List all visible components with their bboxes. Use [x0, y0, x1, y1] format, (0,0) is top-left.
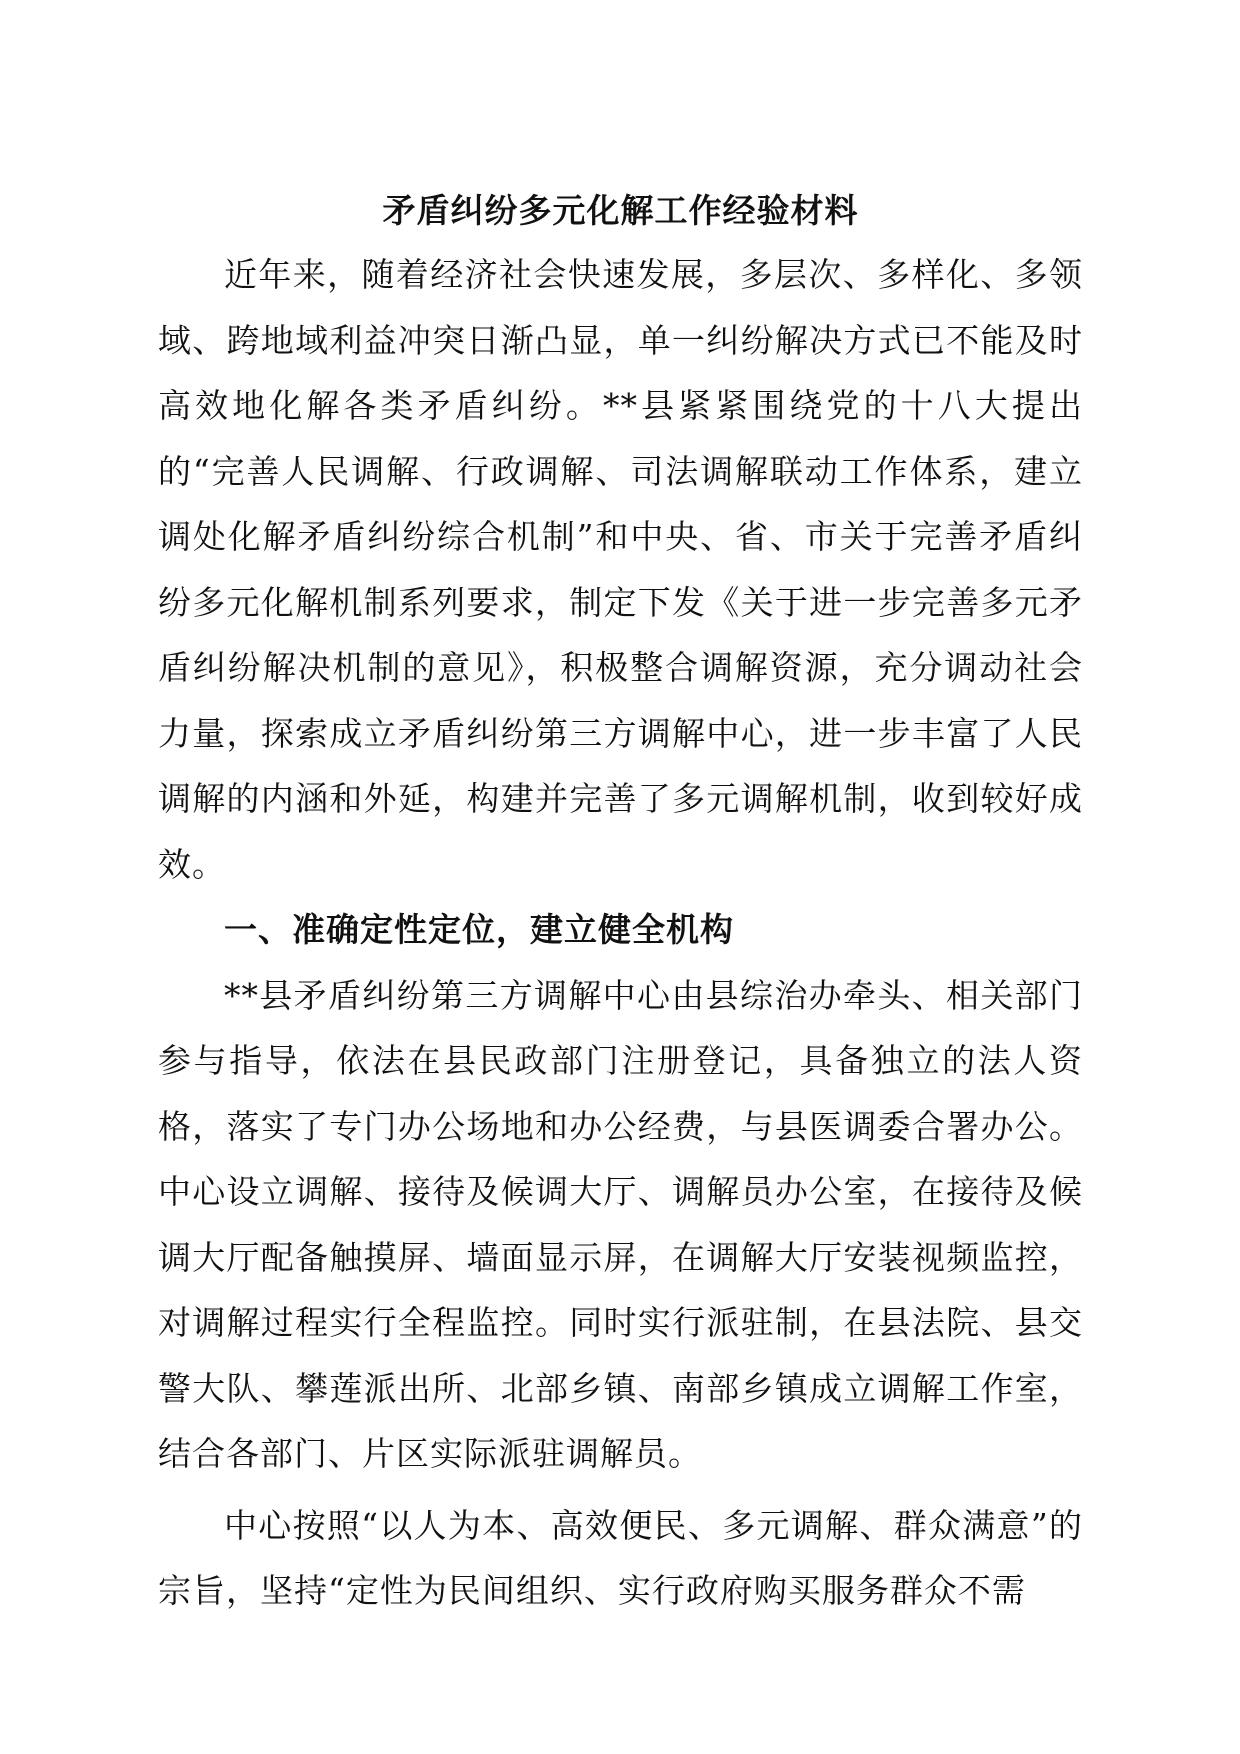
intro-paragraph: 近年来，随着经济社会快速发展，多层次、多样化、多领域、跨地域利益冲突日渐凸显，单一纠纷解决方式已不能及时高效地化解各类矛盾纠纷。**县紧紧围绕党的十八大提出的“完善人民调解、行政调解、司法调解联动工作体系，建立调处化解矛盾纠纷综合机制”和中央、省、市关于完善矛盾纠纷多元化解机制系列要求，制定下发《关于进一步完善多元矛盾纠纷解决机制的意见》，积极整合调解资源，充分调动社会力量，探索成立矛盾纠纷第三方调解中心，进一步丰富了人民调解的内涵和外延，构建并完善了多元调解机制，收到较好成效。	[158, 255, 1083, 884]
section-1-paragraph-1: **县矛盾纠纷第三方调解中心由县综治办牵头、相关部门参与指导，依法在县民政部门注册登记，具备独立的法人资格，落实了专门办公场地和办公经费，与县医调委合署办公。中心设立调解、接待及候调大厅、调解员办公室，在接待及候调大厅配备触摸屏、墙面显示屏，在调解大厅安装视频监控，对调解过程实行全程监控。同时实行派驻制，在县法院、县交警大队、攀莲派出所、北部乡镇、南部乡镇成立调解工作室，结合各部门、片区实际派驻调解员。	[158, 975, 1083, 1473]
section-1-paragraph-2: 中心按照“以人为本、高效便民、多元调解、群众满意”的宗旨，坚持“定性为民间组织、实行政府购买服务群众不需	[158, 1505, 1083, 1610]
document-title: 矛盾纠纷多元化解工作经验材料	[382, 191, 859, 230]
document-body	[158, 186, 1083, 1624]
section-heading-1: 一、准确定性定位，建立健全机构	[224, 910, 734, 949]
